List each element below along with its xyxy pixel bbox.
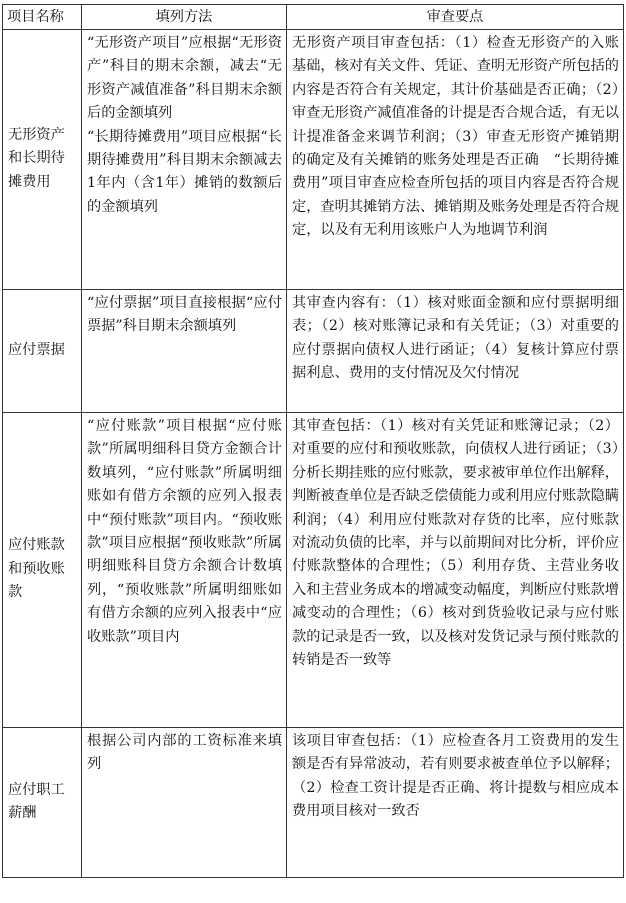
method-paragraph: “应付票据”项目直接根据“应付票据”科目期末余额填列 [87, 295, 282, 335]
row-fill-method [82, 290, 287, 413]
row-review-points: 其审查包括：（1）核对有关凭证和账簿记录；（2）对重要的应付和预收账款，向债权人进行函证；（3）分析长期挂账的应付账款，要求被审单位作出解释，判断被查单位是否缺乏偿债能力或利用应付账款隐瞒利润；（4）利用应付账款对存货的比率，应付账款对流动负债的比率，并与以前期间对比分析，评价应付账款整体的合理性；（5）利用存货、主营业务收入和主营业务成本的增减变动幅度，判断应付账款增减变动的合理性；（6）核对到货验收记录与应付账款的记录是否一致，以及核对发货记录与预付账款的转销是否一致等 [287, 413, 624, 728]
header-fill-method: 填列方法 [82, 5, 287, 30]
row-review-points: 其审查内容有：（1）核对账面金额和应付票据明细表；（2）核对账簿记录和有关凭证；（3）对重要的应付票据向债权人进行函证；（4）复核计算应付票据利息、费用的支付情况及欠付情况 [287, 290, 624, 413]
table-row [3, 290, 624, 413]
header-review-points: 审查要点 [287, 5, 624, 30]
table-row [3, 728, 624, 878]
header-item-name: 项目名称 [3, 5, 82, 30]
row-item-name: 应付账款和预收账款 [3, 413, 82, 728]
audit-table [2, 4, 624, 878]
row-fill-method [82, 30, 287, 290]
row-fill-method [82, 728, 287, 878]
row-item-name: 无形资产和长期待摊费用 [3, 30, 82, 290]
method-paragraph: “长期待摊费用”项目应根据“长期待摊费用”科目期末余额减去1年内（含1年）摊销的数额后的金额填列 [87, 128, 282, 215]
method-paragraph: 根据公司内部的工资标准来填列 [87, 733, 282, 773]
row-review-points: 该项目审查包括：（1）应检查各月工资费用的发生额是否有异常波动，若有则要求被查单位予以解释；（2）检查工资计提是否正确、将计提数与相应成本费用项目核对一致否 [287, 728, 624, 878]
row-review-points: 无形资产项目审查包括：（1）检查无形资产的入账基础，核对有关文件、凭证、查明无形资产所包括的内容是否符合有关规定，其计价基础是否正确；（2）审查无形资产减值准备的计提是否合规合适，有无以计提准备金来调节利润；（3）审查无形资产摊销期的确定及有关摊销的账务处理是否正确 “长期待摊费用”项目审查应检查所包括的项目内容是否符合规定，查明其摊销方法、摊销期及账务处理是否符合规定，以及有无利用该账户人为地调节利润 [287, 30, 624, 290]
method-paragraph: “应付账款”项目根据“应付账款”所属明细科目贷方金额合计数填列，“应付账款”所属明细账如有借方余额的应列入报表中“预付账款”项目内。“预收账款”项目应根据“预收账款”所属明细账科目贷方余额合计数填列，“预收账款”所属明细账如有借方余额的应列入报表中“应收账款”项目内 [87, 418, 282, 645]
table-row [3, 413, 624, 728]
row-item-name: 应付职工薪酬 [3, 728, 82, 878]
row-item-name: 应付票据 [3, 290, 82, 413]
row-fill-method [82, 413, 287, 728]
method-paragraph: “无形资产项目”应根据“无形资产”科目的期末余额，减去“无形资产减值准备”科目期末余额后的金额填列 [87, 35, 282, 122]
table-header-row [3, 5, 624, 30]
table-row [3, 30, 624, 290]
